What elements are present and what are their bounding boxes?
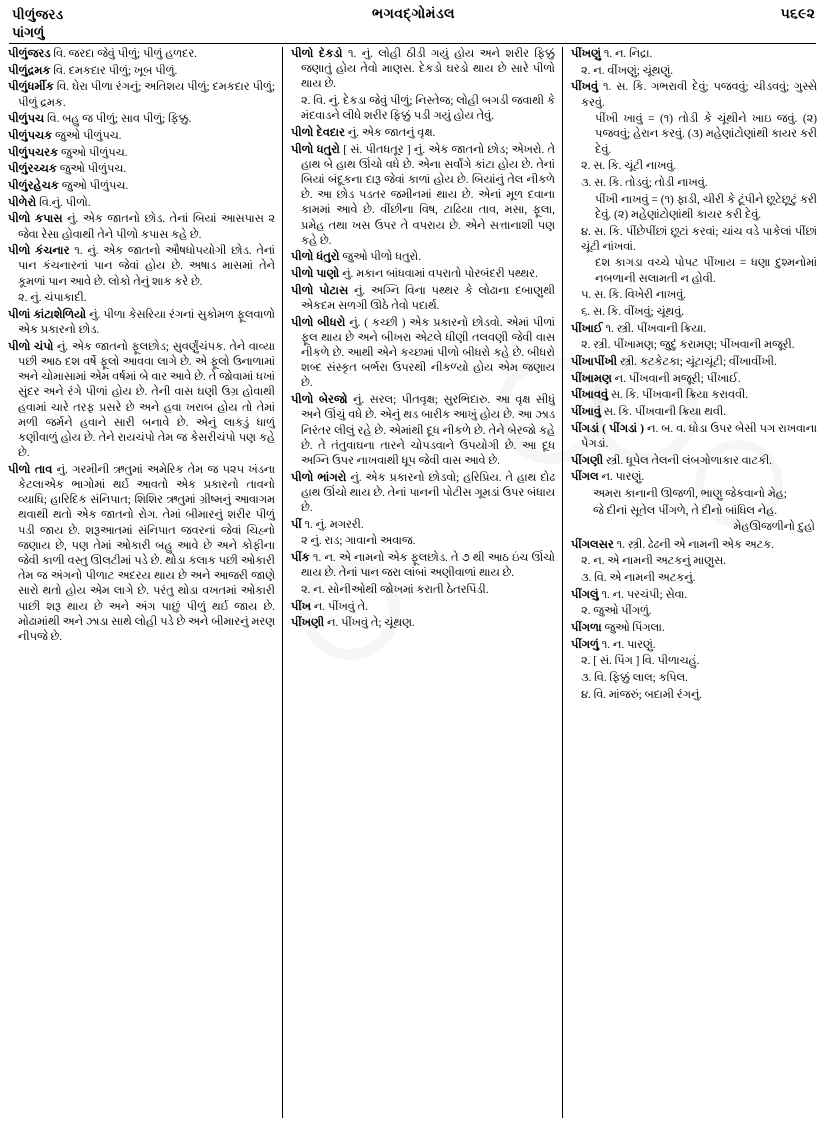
entry-sense: ૪. વિ. માંજરું; બદામી રંગનું. — [581, 688, 703, 701]
entry-headword: પીળો ભાંગરો — [291, 471, 347, 484]
entry-headword: પીંખામણ — [571, 372, 612, 385]
entry-headword: પીળો દેકડો — [291, 48, 343, 60]
entry-definition: નું. એક જાતનું વૃક્ષ. — [345, 126, 436, 139]
dictionary-entry — [291, 284, 555, 314]
entry-definition: જુઓ પીળુંપચ. — [58, 180, 129, 192]
entry-definition: ૧. નું. એક જાતનો ઔષધોપયોગી છોડ. તેનાં પાન કંચનારનાં પાન જેવાં હોય છે. અષાડ માસમાં તેને કૂમળાં પાન આવે છે. લોકો તેનું શાક કરે છે. — [18, 245, 276, 288]
entry-sense: ૨. [ સં. પિંગ ] વિ. પીળાચહું. — [581, 655, 700, 668]
dictionary-entry — [571, 47, 817, 62]
guide-word-left: પીળુંજરડ — [12, 7, 64, 22]
text-column-2 — [282, 47, 562, 1118]
dictionary-entry — [8, 212, 275, 242]
entry-headword: પીળો પાણો — [291, 268, 340, 281]
entry-headword: પીળો બેરજો — [291, 394, 348, 407]
dictionary-entry — [571, 322, 817, 337]
dictionary-entry — [8, 196, 275, 211]
dictionary-entry — [571, 422, 817, 452]
dictionary-entry — [571, 470, 817, 485]
entry-headword: પીંગળું — [571, 638, 599, 651]
entry-headword: પીંખવું — [571, 81, 599, 94]
entry-headword: પીંખ — [291, 600, 312, 613]
dictionary-entry — [571, 388, 817, 403]
entry-headword: પીંખણું — [571, 48, 601, 60]
entry-definition: ૧. ન. પારણું. — [598, 638, 656, 651]
entry-definition: વિ. ઘેરા પીળા રંગનું; અતિશય પીળું; દમકદાર પીળું; પીળું દ્રમક. — [18, 81, 275, 109]
entry-idiom-note: પીંખી ખાવું = (૧) તોડી કે ચૂંથીને ખાઇ જવું. (૨) પજવવું; હેરાન કરવું. (૩) મહેણાંટોણાંથી કાયર કરી દેવું. — [595, 113, 817, 156]
entry-headword: પીળો ધંતુરો — [291, 251, 340, 264]
dictionary-entry — [8, 162, 275, 177]
text-column-1 — [8, 47, 282, 1118]
entry-definition: જુઓ પીળો ધતુરો. — [339, 251, 422, 264]
entry-definition: ૧. નું. લોહી ઠીડી ગયું હોય અને શરીર ફિક્કું જણાતું હોય તેવો માણસ. દેકડો ઘરડો થાય છે સારે પીળો થાય છે. — [301, 48, 555, 91]
dictionary-entry — [8, 308, 275, 338]
entry-definition: સ. કિ. પીંખવાની ક્રિયા કરાવવી. — [608, 389, 749, 402]
entry-definition: જુઓ પીળુંપચ. — [56, 163, 127, 176]
entry-definition: ૧. નું. મગરરી. — [301, 518, 364, 531]
dictionary-entry — [291, 126, 555, 141]
entry-headword: પીળુંજરડ — [8, 48, 51, 60]
entry-definition: ન. પીંખવું તે. — [311, 600, 368, 613]
entry-definition: ન. પીંખવાની મજૂરી; પીંખાઈ. — [611, 372, 741, 385]
entry-definition: જુઓ પીળુંપચ. — [52, 129, 122, 142]
entry-definition: વિ. બહુ જ પીળું; સાવ પીળું; ફિક્કુ. — [44, 113, 192, 126]
entry-headword: પીળુંપચ — [8, 113, 45, 126]
dictionary-entry — [8, 80, 275, 110]
entry-headword: પીળુંરહેચક — [8, 180, 59, 192]
text-column-3 — [562, 47, 817, 1118]
verse-line: જે દીનાં સૂતેલ પીંગળે, તે દીનો બાંધિલ નેહ. — [593, 504, 778, 517]
entry-definition: જુઓ પીળુંપચ. — [58, 146, 128, 159]
entry-headword: પીંગલસર — [571, 538, 614, 551]
entry-headword: પીળાં કાંટાશેળિયો — [8, 309, 87, 321]
entry-headword: પીળુંરચ્ચક — [8, 163, 57, 176]
entry-definition: નું. એક પ્રકારનો છોડવો; હરિપ્રિય. તે હાથ દોઢ હાથ ઊંચો થાય છે. તેનાં પાનની પોટીસ ગૂમડાં ઉપર બંધાય છે. — [301, 471, 555, 514]
dictionary-entry — [291, 250, 555, 265]
entry-definition: વિ. દમકદાર પીળું; ખૂબ પીળું. — [50, 64, 178, 77]
entry-sense: ૨. નું. ચંપાકાદી. — [18, 292, 87, 305]
guide-word-secondary: પાંગળું — [12, 25, 45, 40]
entry-headword: પીંગળા — [571, 622, 602, 635]
entry-definition: સ્ત્રી. ધૂપેલ તેલની લંબગોળાકાર વાટકી. — [603, 454, 773, 467]
dictionary-entry — [8, 340, 275, 462]
dictionary-entry — [571, 454, 817, 469]
page-number: ૫૬૯૨ — [780, 7, 815, 22]
entry-headword: પીળો ચંપો — [8, 340, 54, 353]
entry-sense: ૨. સ્ત્રી. પીંખામણ; જુદું કરામણ; પીંખવાની મજૂરી. — [581, 339, 795, 352]
entry-headword: પીં — [291, 518, 302, 531]
entry-headword: પીંખાવવું — [571, 389, 609, 402]
entry-headword: પીંગણી — [571, 454, 604, 467]
dictionary-entry — [571, 405, 817, 420]
dictionary-entry — [571, 80, 817, 110]
dictionary-entry — [8, 146, 275, 161]
entry-definition: ન. બ. વ. ધોડા ઉપર બેસી પગ રાખવાના પેગડાં. — [581, 422, 817, 450]
dictionary-entry — [571, 538, 817, 553]
entry-idiom-note: દશ કાગડા વચ્ચે પોપટ પીંખાય = ધણા દુશ્મનોમાં નબળાની સલામતી ન હોવી. — [595, 257, 817, 285]
entry-definition: ૧. ન. એ નામનો એક ફૂલછોડ. તે ૭ થી આઠ ઇંચ ઊંચો થાય છે. તેનાં પાન જરા લાંબાં અણીવાળાં થાય છે. — [301, 552, 555, 580]
entry-headword: પીળો બીધરો — [291, 316, 346, 329]
dictionary-entry — [8, 64, 275, 79]
entry-sense: ૨. સ. કિ. ચૂંટી નાખવું. — [581, 160, 677, 173]
dictionary-entry — [8, 129, 275, 144]
entry-sense: ૨. ન. એ નામની અટકનું માણુસ. — [581, 555, 726, 568]
entry-headword: પીંખાપીંખી — [571, 356, 618, 369]
dictionary-entry — [291, 143, 555, 249]
entry-sense: ૪. સ. કિ. પીંછેપીંછાં છૂટાં કરવાં; ચાંચ વડે પાકેલાં પીંછાં ચૂંટી નાંખવાં. — [581, 225, 817, 253]
dictionary-entry — [571, 355, 817, 370]
entry-definition: ૧. ન. નિદ્રા. — [601, 48, 653, 60]
header-divider — [9, 43, 816, 44]
book-title: ભગવદ્ગોમંડલ — [371, 7, 456, 22]
dictionary-entry — [291, 471, 555, 517]
entry-idiom-note: પીંખી નાખવું = (૧) ફાડી, ચીરી કે ટૂંપીને છૂટેછૂટું કરી દેવું. (૨) મહેણાંટોણાંથી કાયર કરી દેવું. — [595, 193, 817, 221]
entry-definition: ૧. સ. કિ. ગભરાવી દેવું; પજવવું; ચીડવવું; ગુસ્સે કરવું. — [581, 81, 817, 109]
entry-sense: ૩. વિ. ફિક્કું લાલ; કપિલ. — [581, 672, 688, 685]
entry-definition: નું. એક જાતનો છોડ. તેનાં બિયાં આસપાસ ૨ જેવા રેસા હોવાથી તેને પીળો કપાસ કહે છે. — [18, 213, 275, 241]
dictionary-entry — [291, 616, 555, 631]
entry-definition: નું. પીળા કેસરિયા રંગનાં સુકોમળ ફૂલવાળો એક પ્રકારનો છોડ. — [18, 309, 275, 337]
entry-headword: પીળુંપચક — [8, 129, 53, 142]
entry-headword: પીંગલું — [571, 588, 599, 601]
entry-definition: ૧. સ્ત્રી. ઢેઢની એ નામની એક અટક. — [613, 538, 774, 551]
entry-sense: ૨. ન. સોનીઓથી જોખમાં કરાતી ઠેતરપિંડી. — [301, 583, 489, 596]
entry-sense: ૩. સ. કિ. તોડવું; તોડી નાખવું. — [581, 177, 708, 189]
running-head — [8, 6, 817, 25]
entry-headword: પીળુંપચરક — [8, 146, 59, 159]
dictionary-entry — [8, 112, 275, 127]
verse-line: અમરા કાનાની ઊજળી, ભાણુ જેકવાનો મેહ; — [593, 488, 787, 501]
entry-definition: નું. અગ્નિ વિના પથ્થર કે લોઢાના દબાણુથી એકદમ સળગી ઊઠે તેવો પદાર્થ. — [301, 284, 555, 312]
entry-definition: નું. ગરમીની ઋતુમાં અમેરિક તેમ જ ૫૨૫ ખંડના કેટલાએક ભાગોમાં થર્ઇ આવતો એક પ્રકારનો તાવનો વ્યાધિ; હારિદિક સંનિપાત; શિશિર ઋતુમાં ગ્રીષ્મનું આવાગમ થવાથી થતો એક જાતનો રોગ. તેમાં બીમારનું શરીર પીળું પડી જાય છે. શરૂઆતમાં સંનિપાત જવરનાં જેવાં ચિહ્નો જણાય છે, પણ તેમાં ઓકારી બહુ આવે છે અને કોફીના જેવી કાળી વસ્તુ ઊલટીમાં પડે છે. થોડા કલાક પછી ઓકારી તેમ જ અંગનો પીળાટ અદરય થાય છે અને આજરી જાણે સારો થતો હોય એમ લાગે છે. પરંતુ થોડા વખતમાં ઓકારી પાછી શરૂ થાય છે અને અંગ પાછું પીળું થર્ઇ જાય છે. મોઢામાંથી અને ઝાડા સાથે લોહી પડે છે અને બીમારનું મરણ નીપજે છે. — [18, 463, 275, 643]
entry-definition: [ સં. પીતધતૂર ] નું. એક જાતનો છોડ; એખરો. તે હાથ બે હાથ ઊંચો વધે છે. એના સર્વાંગે કાંટા હોય છે. તેનાં બિયાં બંદૂકના દારૂ જેવાં કાળાં હોય છે. બિયાંનું તેલ નીકળે છે. આ છોડ પડતર જમીનમાં થાય છે. એનાં મૂળ દવાના કામમાં આવે છે. વીંછીના વિષ, ટાઢિયા તાવ, મસા, ફૂલા, પ્રમેહ તથા ખસ ઉપર તે વપરાય છે. એને સત્તાનાશી પણ કહે છે. — [301, 143, 555, 247]
entry-definition: વિ.નું. પીળો. — [36, 196, 91, 209]
entry-definition: વિ. જરદા જેવું પીળું; પીળું હળદર. — [50, 48, 198, 60]
entry-sense: ૨. જુઓ પીંગળું. — [581, 605, 652, 618]
entry-headword: પીંગલ — [571, 471, 599, 484]
entry-headword: પીંગડાં ( પીંગડાં ) — [571, 422, 645, 435]
dictionary-entry — [571, 372, 817, 387]
entry-definition: ન. પારણું. — [598, 471, 645, 484]
entry-headword: પીળો તાવ — [8, 463, 53, 476]
entry-headword: પીંખાઈ — [571, 322, 603, 335]
dictionary-entry — [291, 393, 555, 469]
dictionary-entry — [8, 47, 275, 62]
entry-sense: ૨. ન. વીંખણું; ચૂંથણું. — [581, 64, 674, 77]
dictionary-entry — [8, 463, 275, 645]
entry-sense: ૩. વિ. એ નામની અટકનું. — [581, 572, 696, 584]
dictionary-entry — [291, 267, 555, 282]
column-container — [8, 47, 817, 1118]
entry-definition: ૧. સ્ત્રી. પીંખવાની ક્રિયા. — [602, 322, 707, 335]
entry-sense: ૨ નું. રાડ; ગાવાનો અવાજ. — [301, 535, 416, 548]
verse-attribution: મેહઊજળીનો દુહો — [733, 521, 815, 534]
entry-headword: પીળો કંચનાર — [8, 245, 70, 258]
dictionary-entry — [291, 600, 555, 615]
entry-sense: ૬. સ. કિ. વીંખવું; ચૂંથવું. — [581, 306, 685, 318]
entry-definition: નું. એક જાતનો ફૂલછોડ; સુવર્ણુંચંપક. તેને વાવ્યા પછી આઠ દશ વર્ષે ફૂલો આવવા લાગે છે. એ ફૂલો ઉનાળામાં અને ચોમાસામાં એમ વર્ષમાં બે વાર આવે છે. તે જોવામાં ધખાં સુંદર અને રંગે પીળાં હોય છે. તેની વાસ ઘણી ઉગ્ર હોવાથી હવામાં ચારે તરફ પ્રસરે છે અને હવા ખરાબ હોય તો તેમાં મળી જર્મને હવાને સારી બનાવે છે. એનું લાકડું ધાળું કણીવાળું હોય છે. તેને રાયચંપો તેમ જ કેસરીચંપો પણ કહે છે. — [18, 340, 275, 460]
entry-headword: પીળેરો — [8, 196, 37, 209]
entry-headword: પીળો પોટાસ — [291, 284, 349, 297]
entry-headword: પીળો દેવદાર — [291, 126, 345, 139]
entry-definition: નું. સરલ; પીતવૃક્ષ; સુરભિદારુ. આ વૃક્ષ સીધું અને ઊંચું વધે છે. એનું થડ બારીક આખું હોય છે. આ ઝાડ નિરંતર લીલું રહે છે. એમાંથી દૂધ નીકળે છે. તેને બેરજો કહે છે. તે તંતુવાઘના તારને ચોપડવાને ઉપયોગી છે. આ દૂધ અગ્નિ ઉપર નાખવાથી ધૂપ જેવી વાસ આવે છે. — [301, 394, 556, 467]
entry-headword: પીળો ધતુરો — [291, 143, 340, 156]
entry-definition: જુઓ પિંગલા. — [601, 622, 665, 635]
entry-definition: સ. કિ. પીંખવાની ક્રિયા થવી. — [600, 406, 727, 419]
dictionary-entry — [571, 588, 817, 603]
entry-definition: ૧. ન. પરચંપી; સેવા. — [598, 588, 688, 601]
entry-headword: પીળુંધર્મીક — [8, 81, 54, 94]
dictionary-entry — [571, 621, 817, 636]
dictionary-entry — [8, 244, 275, 290]
dictionary-entry — [571, 638, 817, 653]
entry-headword: પીંખાવું — [571, 406, 601, 419]
entry-headword: પીંખણી — [291, 617, 325, 630]
entry-definition: નું. મકાન બાંધવામાં વપરાતો પોરબંદરી પથ્થર. — [339, 268, 538, 281]
entry-definition: નું. ( કચ્છી ) એક પ્રકારનો છોડવો. એમાં પીળાં ફૂલ થાય છે અને બીખરા એટલે ધીણી તલવણી જેવી વાસ નીકળે છે. આથી એને કચ્છમાં પીળો બીધરો કહે છે. બીધરો શબ્દ સંસ્કૃત બર્ભરા ઉપરથી નીકળ્યો હોય એમ જણાય છે. — [301, 316, 555, 390]
dictionary-entry — [291, 316, 555, 392]
entry-headword: પીળો કપાસ — [8, 213, 63, 226]
entry-sense: ૨. વિ. નું. દેકડા જેવું પીળું; નિસ્તેજ; લોહી બગડી જવાથી કે મંદવાડને લીધે શરીર ફિક્કું પડી ગયું હોય તેવું. — [301, 95, 555, 123]
dictionary-entry — [291, 551, 555, 581]
dictionary-entry — [291, 518, 555, 533]
dictionary-entry — [8, 179, 275, 194]
entry-definition: સ્ત્રી. કટકેટકા; ચૂંટાચૂંટી; વીંખાવીંખી. — [617, 356, 777, 369]
entry-headword: પીળુંદ્રમક — [8, 64, 51, 77]
entry-headword: પીંક — [291, 552, 310, 564]
entry-sense: ૫. સ. કિ. વિખેરી નાખવું. — [581, 289, 687, 302]
dictionary-entry — [291, 47, 555, 93]
entry-definition: ન. પીંખવું તે; ચૂંથણ. — [324, 617, 415, 630]
